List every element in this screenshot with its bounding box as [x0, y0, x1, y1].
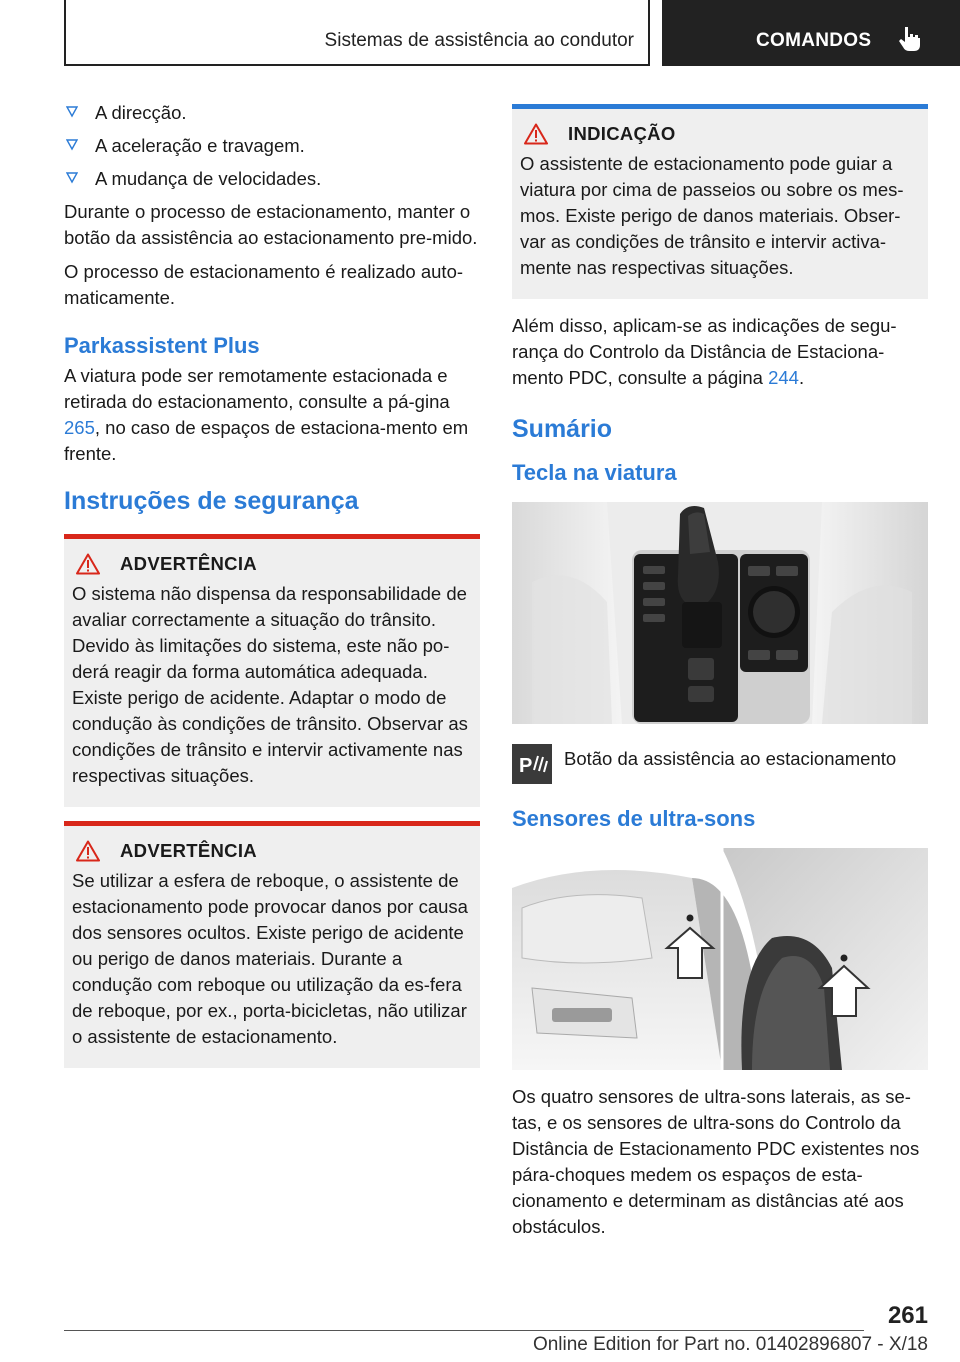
- section-tab: [64, 0, 650, 66]
- warning-box: [64, 534, 480, 807]
- edition-info: Online Edition for Part no. 01402896807 - X/18: [532, 1334, 928, 1355]
- list-item: A aceleração e travagem.: [64, 133, 480, 159]
- notice-title: INDICAÇÃO: [568, 123, 676, 144]
- svg-text:P: P: [519, 755, 533, 777]
- paragraph: O processo de estacionamento é realizado auto-maticamente.: [64, 261, 464, 308]
- triangle-bullet-icon: [66, 172, 78, 184]
- paragraph: Durante o processo de estacionamento, manter o botão da assistência ao estacionamento pre-mido.: [64, 201, 478, 248]
- warning-title-row: [76, 553, 472, 575]
- pdc-paragraph: Além disso, aplicam-se as indicações de segu-rança do Controlo da Distância de Estaciona-mento PDC, consulte a página 244.: [512, 315, 897, 388]
- summary-heading: Sumário: [512, 415, 613, 443]
- parkassistent-heading: Parkassistent Plus: [64, 333, 260, 358]
- notice-box: [512, 104, 928, 299]
- page-reference-link[interactable]: 265: [64, 417, 95, 438]
- parkassistent-paragraph: A viatura pode ser remotamente estacionada e retirada do estacionamento, consulte a pá-gina 265, no caso de espaços de estaciona-mento em frente.: [64, 365, 469, 464]
- parking-button-caption-row: [512, 744, 928, 784]
- warning-text: O sistema não dispensa da responsabilidade de avaliar correctamente a situação do trânsito. Devido às limitações do sistema, este não po-derá reagir da forma automática adequada. Existe perigo de acidente. Adaptar o modo de condução às condições de trânsito. Observar as condições de trânsito e intervir activamente nas respectivas situações.: [72, 583, 468, 786]
- warning-title: ADVERTÊNCIA: [120, 553, 257, 574]
- triangle-bullet-icon: [66, 106, 78, 118]
- key-heading: Tecla na viatura: [512, 460, 677, 485]
- ultrasonic-sensors-photo: [512, 848, 928, 1070]
- page-number: 261: [887, 1302, 928, 1329]
- warning-triangle-icon: [76, 553, 100, 575]
- page-reference-link[interactable]: 244: [768, 367, 799, 388]
- footer-divider: [64, 1330, 864, 1331]
- warning-box: [64, 821, 480, 1068]
- section-title: Sistemas de assistência ao condutor: [324, 30, 634, 51]
- chapter-title: COMANDOS: [756, 30, 872, 51]
- sensors-heading: Sensores de ultra-sons: [512, 806, 756, 831]
- warning-text: Se utilizar a esfera de reboque, o assistente de estacionamento pode provocar danos por causa dos sensores ocultos. Existe perigo de acidente ou perigo de danos materiais. Durante a condução com reboque ou utilização da es-fera de reboque, por ex., porta-bicicletas, não utilizar o assistente de estacionamento.: [72, 870, 468, 1047]
- warning-title: ADVERTÊNCIA: [120, 840, 257, 861]
- notice-title-row: [524, 123, 920, 145]
- hand-pointer-icon: [896, 25, 924, 53]
- list-item: A direcção.: [64, 100, 480, 126]
- chapter-tab: [662, 0, 960, 66]
- sensors-paragraph: Os quatro sensores de ultra-sons laterais, as se-tas, e os sensores de ultra-sons do Controlo da Distância de Estacionamento PDC existentes nos pára-choques medem os espaços de esta-cionamento e determinam as distâncias até aos obstáculos.: [512, 1086, 920, 1237]
- list-item: A mudança de velocidades.: [64, 166, 480, 192]
- triangle-bullet-icon: [66, 139, 78, 151]
- center-console-photo: [512, 502, 928, 724]
- safety-heading: Instruções de segurança: [64, 487, 359, 515]
- left-column: [64, 100, 480, 1082]
- parking-assist-button-icon: [512, 744, 552, 784]
- right-column: [512, 104, 928, 1248]
- page-header: [0, 0, 960, 66]
- warning-triangle-icon: [76, 840, 100, 862]
- warning-triangle-icon: [524, 123, 548, 145]
- warning-title-row: [76, 840, 472, 862]
- bullet-list: [64, 100, 480, 192]
- button-caption: Botão da assistência ao estacionamento: [564, 748, 897, 769]
- notice-text: O assistente de estacionamento pode guiar a viatura por cima de passeios ou sobre os mes-mos. Existe perigo de danos materiais. Obser-var as condições de trânsito e intervir activa-mente nas respectivas situações.: [520, 153, 904, 278]
